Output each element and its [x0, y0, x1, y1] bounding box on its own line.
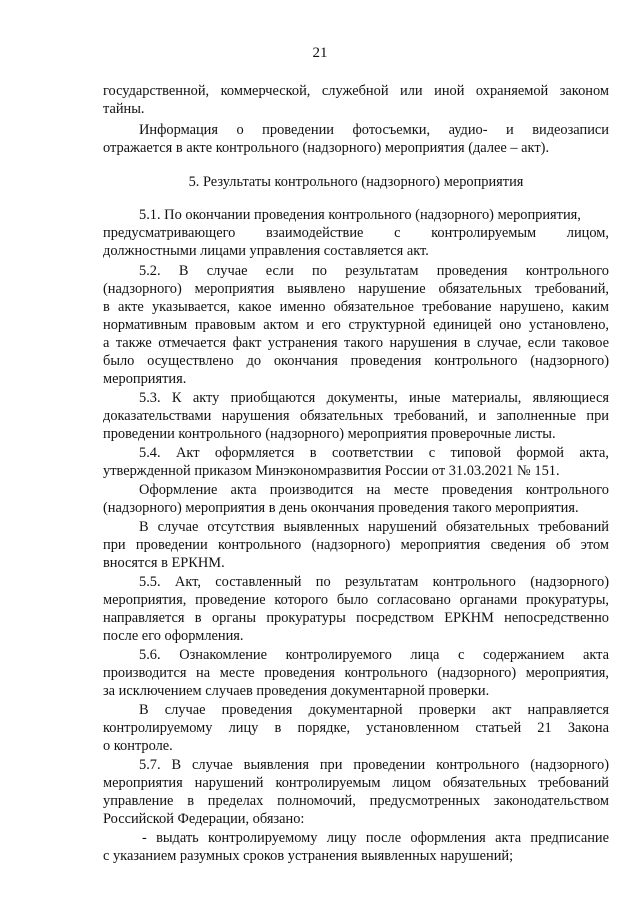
text-line: утвержденной приказом Минэкономразвития России от 31.03.2021 № 151.: [103, 463, 560, 479]
text-line: нормативным правовым актом и его структурной единицей оно установлено,: [103, 317, 609, 333]
text-line: проведении контрольного (надзорного) мероприятия проверочные листы.: [103, 426, 556, 442]
text-line: 5.1. По окончании проведения контрольного (надзорного) мероприятия,: [139, 207, 581, 223]
text-line: было осуществлено до окончания проведения контрольного (надзорного): [103, 353, 609, 369]
text-line: Информация о проведении фотосъемки, аудио- и видеозаписи: [139, 122, 609, 138]
text-line: контролируемому лицу в порядке, установленном статьей 21 Закона: [103, 720, 609, 736]
text-line: предусматривающего взаимодействие с контролируемым лицом,: [103, 225, 609, 241]
text-line: (надзорного) мероприятия в день окончания проведения такого мероприятия.: [103, 500, 579, 516]
text-line: должностными лицами управления составляется акт.: [103, 243, 429, 259]
text-line: 5.3. К акту приобщаются документы, иные материалы, являющиеся: [139, 390, 609, 406]
text-line: 5.7. В случае выявления при проведении контрольного (надзорного): [139, 757, 609, 773]
text-line: о контроле.: [103, 738, 173, 754]
text-line: 5.5. Акт, составленный по результатам контрольного (надзорного): [139, 574, 609, 590]
text-line: мероприятия.: [103, 371, 187, 387]
text-line: Российской Федерации, обязано:: [103, 811, 305, 827]
text-line: отражается в акте контрольного (надзорного) мероприятия (далее – акт).: [103, 140, 550, 156]
text-line: а также отмечается факт устранения такого нарушения в случае, если таковое: [103, 335, 609, 351]
list-item: - выдать контролируемому лицу после оформления акта предписание: [142, 830, 609, 846]
text-line: мероприятия нарушений контролируемым лицом обязательных требований: [103, 775, 609, 791]
text-line: 5.4. Акт оформляется в соответствии с типовой формой акта,: [139, 445, 609, 461]
text-line: в акте указывается, какое именно обязательное требование нарушено, каким: [103, 299, 609, 315]
section-heading: 5. Результаты контрольного (надзорного) мероприятия: [188, 174, 524, 190]
text-line: Оформление акта производится на месте проведения контрольного: [139, 482, 609, 498]
text-line: после его оформления.: [103, 628, 244, 644]
text-line: управление в пределах полномочий, предусмотренных законодательством: [103, 793, 609, 809]
text-line: при проведении контрольного (надзорного) мероприятия сведения об этом: [103, 537, 609, 553]
text-line: государственной, коммерческой, служебной или иной охраняемой законом: [103, 83, 609, 99]
text-line: В случае отсутствия выявленных нарушений обязательных требований: [139, 519, 609, 535]
text-line: (надзорного) мероприятия выявлено нарушение обязательных требований,: [103, 281, 609, 297]
text-line: 5.6. Ознакомление контролируемого лица с содержанием акта: [139, 647, 609, 663]
text-line: за исключением случаев проведения документарной проверки.: [103, 683, 490, 699]
text-line: производится на месте проведения контрольного (надзорного) мероприятия,: [103, 665, 609, 681]
page-number: 21: [312, 45, 328, 61]
text-line: тайны.: [103, 101, 145, 117]
text-line: В случае проведения документарной проверки акт направляется: [139, 702, 609, 718]
text-line: 5.2. В случае если по результатам проведения контрольного: [139, 263, 609, 279]
text-line: доказательствами нарушения обязательных требований, и заполненные при: [103, 408, 609, 424]
text-line: вносятся в ЕРКНМ.: [103, 555, 225, 571]
text-line: с указанием разумных сроков устранения выявленных нарушений;: [103, 848, 514, 864]
text-line: направляется в органы прокуратуры посредством ЕРКНМ непосредственно: [103, 610, 609, 626]
text-line: мероприятия, проведение которого было согласовано органами прокуратуры,: [103, 592, 609, 608]
